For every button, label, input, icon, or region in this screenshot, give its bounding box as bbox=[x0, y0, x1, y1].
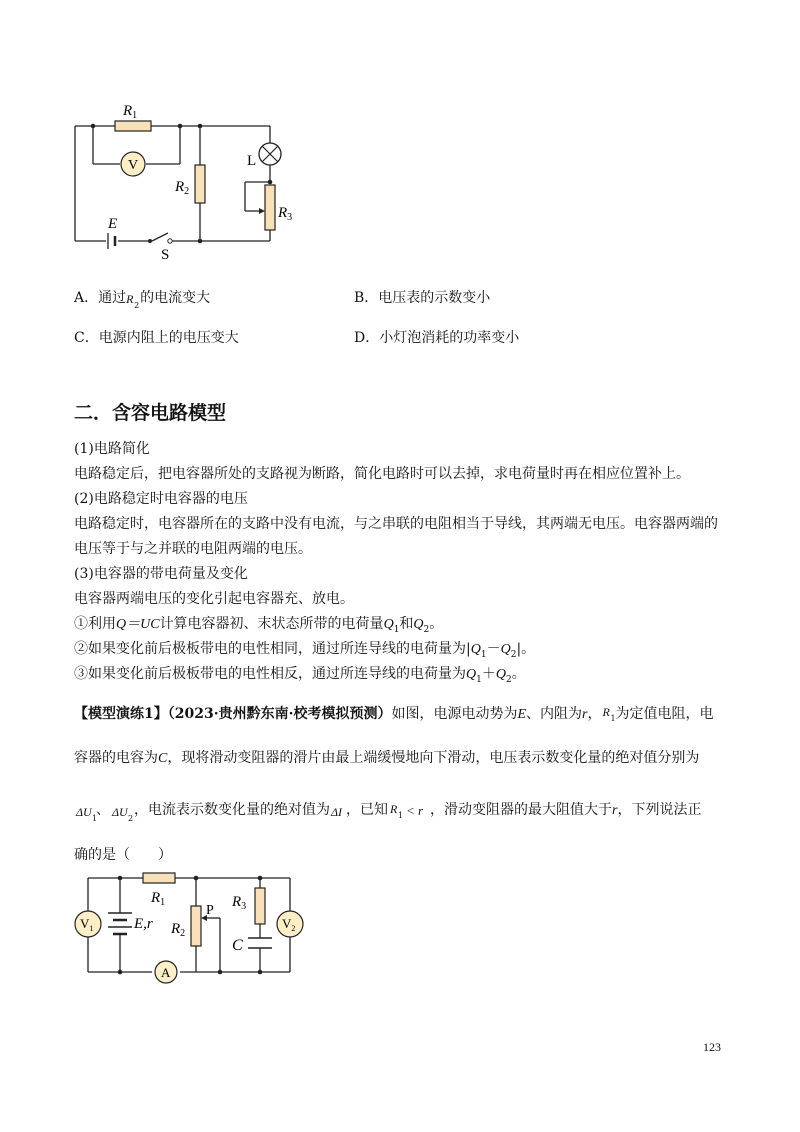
option-d: D．小灯泡消耗的功率变小 bbox=[354, 330, 520, 346]
p1-body: 电路稳定后，把电容器所处的支路视为断路，简化电路时可以去掉，求电荷量时再在相应位置补上。 bbox=[74, 466, 690, 482]
exercise-line-4: 确的是（ ） bbox=[74, 847, 172, 863]
c1-r1-label: $R_1$ bbox=[123, 103, 138, 121]
c2-v2-label: $V_2$ bbox=[282, 916, 296, 933]
c1-e-label: E bbox=[108, 216, 118, 232]
exercise-line-1: 【模型演练1】（2023·贵州黔东南·校考模拟预测）如图，电源电动势为E、内阻为r， R 1 为定值电阻，电 bbox=[74, 705, 714, 723]
c1-s-label: S bbox=[161, 247, 170, 263]
item-1: ①利用Q＝UC计算电容器初、末状态所带的电荷量$Q_1$和$Q_2$。 bbox=[74, 616, 444, 635]
circuit-diagram-1 bbox=[60, 95, 300, 265]
c1-r3-label: $R_3$ bbox=[278, 205, 293, 223]
p2-heading: (2)电路稳定时电容器的电压 bbox=[74, 491, 248, 507]
item-3: ③如果变化前后极板带电的电性相反，通过所连导线的电荷量为$Q_1+Q_2$。 bbox=[74, 666, 526, 685]
c1-lamp-label: L bbox=[247, 153, 257, 169]
c2-r3-label: $R_3$ bbox=[232, 894, 247, 912]
c2-r1-label: $R_1$ bbox=[151, 890, 166, 908]
c2-c-label: C bbox=[232, 937, 243, 954]
p1-heading: (1)电路简化 bbox=[74, 441, 150, 457]
circuit-diagram-2 bbox=[70, 868, 310, 988]
c2-r2-label: $R_2$ bbox=[171, 921, 186, 939]
p2-body-line1: 电路稳定时，电容器所在的支路中没有电流，与之串联的电阻相当于导线，其两端无电压。电容器两端的 bbox=[74, 516, 718, 532]
option-a: A．通过 R 2 的电流变大 bbox=[74, 290, 211, 310]
c1-voltmeter-label: V bbox=[128, 158, 139, 173]
option-b: B．电压表的示数变小 bbox=[354, 290, 491, 306]
option-c: C．电源内阻上的电压变大 bbox=[74, 330, 239, 346]
item-2: ②如果变化前后极板带电的电性相同，通过所连导线的电荷量为$|Q_1-Q_2|$。 bbox=[74, 641, 536, 660]
p3-heading: (3)电容器的带电荷量及变化 bbox=[74, 566, 248, 582]
p3-body: 电容器两端电压的变化引起电容器充、放电。 bbox=[74, 591, 354, 607]
c2-p-label: P bbox=[206, 903, 214, 918]
c2-ammeter-label: A bbox=[161, 965, 171, 980]
exercise-line-3: ΔU 1 、 ΔU 2 ，电流表示数变化量的绝对值为 ΔI ，已知 R 1 < r ，滑动变阻器的最大阻值大于r，下列说法正 bbox=[76, 802, 702, 823]
p2-body-line2: 电压等于与之并联的电阻两端的电压。 bbox=[74, 541, 312, 557]
exercise-line-2: 容器的电容为C，现将滑动变阻器的滑片由最上端缓慢地向下滑动，电压表示数变化量的绝对值分别为 bbox=[74, 750, 700, 766]
c1-r2-label: $R_2$ bbox=[175, 179, 190, 197]
c2-v1-label: $V_1$ bbox=[80, 916, 94, 933]
page-number: 123 bbox=[703, 1040, 721, 1054]
c2-er-label: E,r bbox=[134, 916, 153, 932]
section-title: 二．含容电路模型 bbox=[74, 402, 227, 424]
